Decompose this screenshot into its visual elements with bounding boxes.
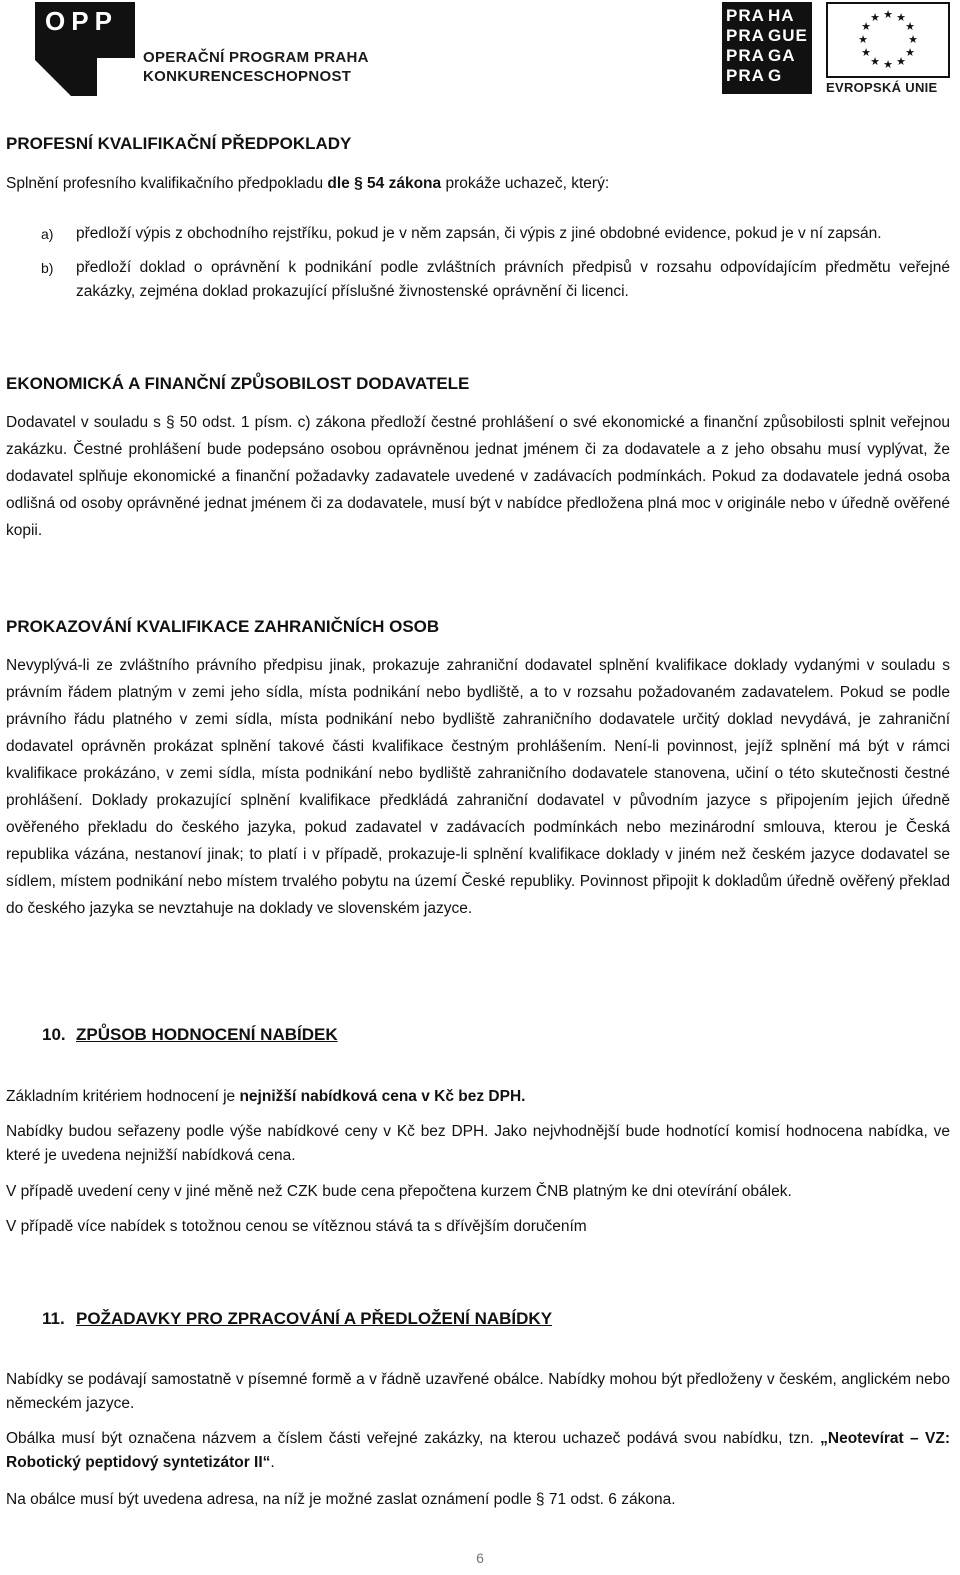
praha-cell: GA (768, 46, 796, 65)
profesni-intro-bold: dle § 54 zákona (327, 175, 442, 192)
zahranicni-text: Nevyplývá-li ze zvláštního právního předpisu jinak, prokazuje zahraniční dodavatel splnění kvalifikace doklady vydanými v souladu s právním řádem platným v zemi jeho sídla, místa podnikání nebo bydliště, a to v rozsahu požadovaném zadavatelem. Pokud se podle právního řádu platného v zemi sídla, místa podnikání nebo bydliště zahraničního dodavatele určitý doklad nevydává, je zahraniční dodavatel oprávněn prokázat splnění takové části kvalifikace čestným prohlášením. Není-li povinnost, jejíž splnění má být v rámci kvalifikace prokázáno, v zemi sídla, místa podnikání nebo bydliště zahraničního dodavatele stanovena, učiní o této skutečnosti čestné prohlášení. Doklady prokazující splnění kvalifikace předkládá zahraniční dodavatel v původním jazyce s připojením jejich úředně ověřeného překladu do českého jazyka, pokud zadavatel v zadávacích podmínkách nebo mezinárodní smlouva, kterou je Česká republika vázána, nestanoví jinak; to platí i v případě, prokazuje-li splnění kvalifikace doklady v jiném než českém jazyce dodavatel se sídlem, místem podnikání nebo místem trvalého pobytu na území České republiky. Povinnost připojit k dokladům úředně ověřený překlad do českého jazyka se nevztahuje na doklady ve slovenském jazyce. (6, 657, 950, 917)
profesni-intro-pre: Splnění profesního kvalifikačního předpokladu (6, 175, 328, 192)
svg-text:★: ★ (861, 20, 871, 33)
section-number: 10. (42, 1025, 66, 1044)
eu-flag-icon (826, 2, 950, 78)
svg-text:★: ★ (896, 55, 906, 68)
svg-text:★: ★ (905, 20, 915, 33)
hodnoceni-p1 (6, 1083, 950, 1110)
section-title: ZPŮSOB HODNOCENÍ NABÍDEK (76, 1025, 338, 1044)
pozadavky-p2 (6, 1427, 950, 1475)
section-number: 11. (42, 1309, 65, 1328)
pozadavky-p3: Na obálce musí být uvedena adresa, na níž je možné zaslat oznámení podle § 71 odst. 6 zákona. (6, 1491, 676, 1508)
list-item-text: předloží doklad o oprávnění k podnikání podle zvláštních právních předpisů v rozsahu odpovídajícím předmětu veřejné zakázky, zejména doklad prokazující příslušné živnostenské oprávnění či licenci. (76, 259, 950, 300)
list-item-marker: a) (41, 226, 54, 242)
list-item (6, 256, 950, 304)
opp-name-line2: KONKURENCESCHOPNOST (143, 68, 352, 85)
pozadavky-p2-pre: Obálka musí být označena názvem a číslem části veřejné zakázky, na kterou uchazeč podává svou nabídku, tzn. (6, 1430, 821, 1447)
svg-text:★: ★ (908, 33, 918, 46)
pozadavky-p2-bold: „Neotevírat – VZ: Robotický peptidový syntetizátor II“ (6, 1430, 950, 1471)
pozadavky-p1: Nabídky se podávají samostatně v písemné formě a v řádně uzavřené obálce. Nabídky mohou být předloženy v českém, anglickém nebo německém jazyce. (6, 1371, 950, 1412)
list-item (6, 222, 950, 246)
svg-text:★: ★ (870, 55, 880, 68)
praha-cell: PRA (726, 6, 765, 25)
svg-text:★: ★ (896, 11, 906, 24)
section-heading-ekonomicka: EKONOMICKÁ A FINANČNÍ ZPŮSOBILOST DODAVATELE (6, 374, 470, 393)
opp-logo-mark (35, 2, 145, 98)
hodnoceni-p4: V případě více nabídek s totožnou cenou se vítěznou stává ta s dřívějším doručením (6, 1218, 587, 1235)
section-heading-profesni: PROFESNÍ KVALIFIKAČNÍ PŘEDPOKLADY (6, 134, 352, 153)
list-item-text: předloží výpis z obchodního rejstříku, pokud je v něm zapsán, či výpis z jiné obdobné evidence, pokud je v ní zapsán. (76, 225, 882, 242)
praha-cell: PRA (726, 26, 765, 45)
svg-text:OPP: OPP (45, 6, 118, 36)
pozadavky-p2-post: . (270, 1454, 275, 1471)
list-item-marker: b) (41, 260, 54, 276)
page-number: 6 (476, 1550, 484, 1566)
praha-cell: HA (768, 6, 795, 25)
hodnoceni-p2: Nabídky budou seřazeny podle výše nabídkové ceny v Kč bez DPH. Jako nejvhodnější bude hodnotící komisí hodnocena nabídka, ve které je uvedena nejnižší nabídková cena. (6, 1123, 950, 1164)
svg-text:★: ★ (861, 46, 871, 59)
section-heading-zahranicni: PROKAZOVÁNÍ KVALIFIKACE ZAHRANIČNÍCH OSOB (6, 617, 440, 636)
profesni-intro (6, 170, 950, 197)
svg-text:★: ★ (883, 58, 893, 71)
section-heading-11 (42, 1309, 552, 1329)
praha-cell: GUE (768, 26, 808, 45)
praha-logo-text (726, 6, 810, 86)
opp-program-name (143, 48, 369, 86)
hodnoceni-p1-pre: Základním kritériem hodnocení je (6, 1088, 240, 1105)
opp-name-line1: OPERAČNÍ PROGRAM PRAHA (143, 49, 369, 66)
hodnoceni-p1-bold: nejnižší nabídková cena v Kč bez DPH. (239, 1088, 526, 1105)
ekonomicka-text: Dodavatel v souladu s § 50 odst. 1 písm. c) zákona předloží čestné prohlášení o své ekonomické a finanční způsobilosti splnit veřejnou zakázku. Čestné prohlášení bude podepsáno osobou oprávněnou jednat jménem či za dodavatele a z jeho obsahu musí vyplývat, že dodavatel splňuje ekonomické a finanční požadavky zadavatele uvedené v zadávacích podmínkách. Pokud za dodavatele jedná osoba odlišná od osoby oprávněné jednat jménem či za dodavatele, musí být v nabídce předložena plná moc v originále nebo v úředně ověřené kopii. (6, 414, 950, 539)
profesni-intro-post: prokáže uchazeč, který: (441, 175, 610, 192)
hodnoceni-p3: V případě uvedení ceny v jiné měně než CZK bude cena přepočtena kurzem ČNB platným ke dni otevírání obálek. (6, 1183, 792, 1200)
praha-cell: PRA (726, 46, 765, 65)
svg-text:★: ★ (883, 8, 893, 21)
section-heading-10 (42, 1025, 338, 1045)
svg-text:★: ★ (858, 33, 868, 46)
eu-label: EVROPSKÁ UNIE (826, 80, 938, 95)
svg-text:★: ★ (905, 46, 915, 59)
svg-text:★: ★ (870, 11, 880, 24)
praha-cell: G (768, 66, 783, 85)
svg-text:K: K (105, 62, 124, 92)
praha-cell: PRA (726, 66, 765, 85)
section-title: POŽADAVKY PRO ZPRACOVÁNÍ A PŘEDLOŽENÍ NABÍDKY (76, 1309, 553, 1328)
profesni-list (6, 222, 950, 304)
